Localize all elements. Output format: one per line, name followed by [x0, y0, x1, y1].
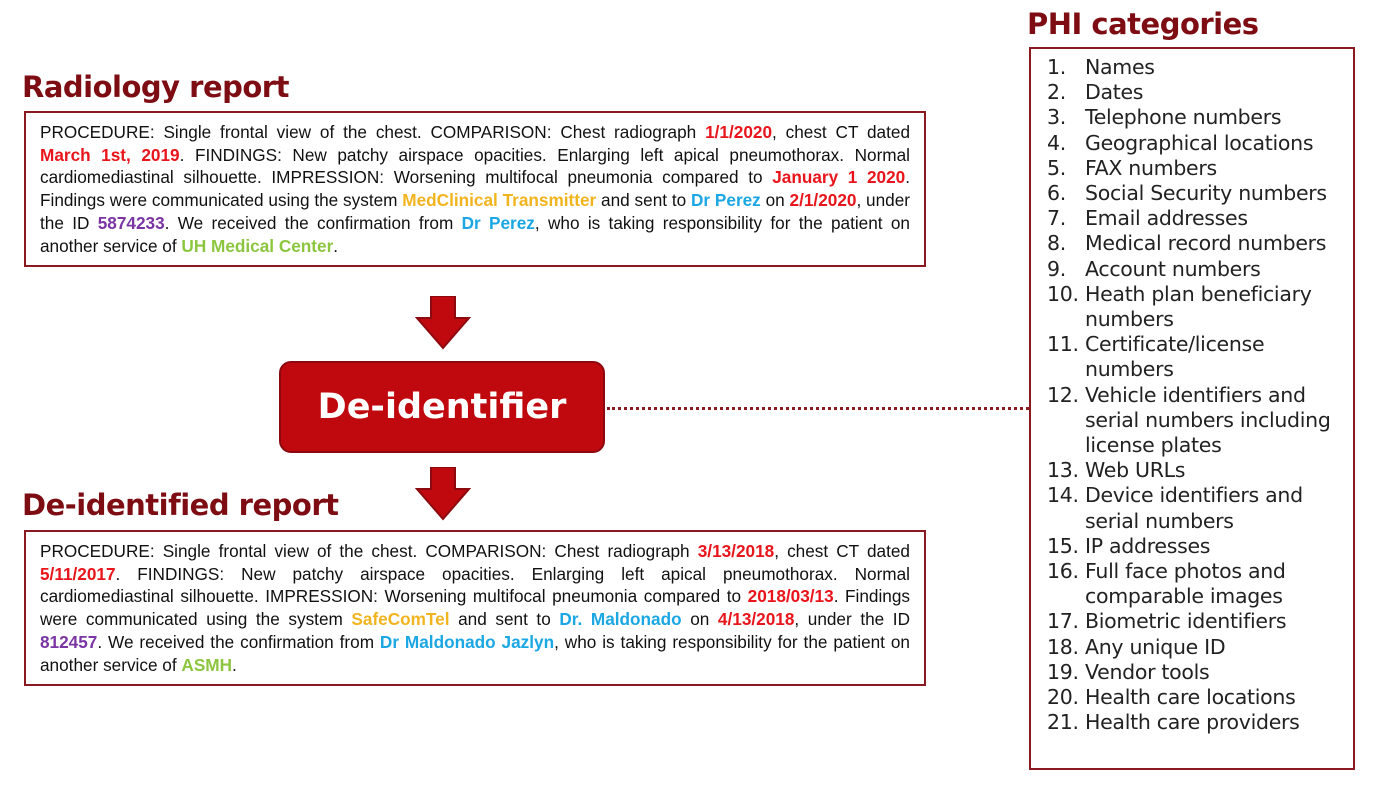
phi-category-number: 8. [1047, 231, 1066, 256]
report-text-segment: , who is taking responsibility for the patient on another service of [40, 212, 910, 256]
report-text-segment: . [333, 235, 339, 256]
phi-category-number: 5. [1047, 155, 1066, 180]
phi-category-number: 10. [1047, 281, 1079, 306]
phi-location-highlight: UH Medical Center [181, 235, 334, 256]
phi-date-highlight: March 1st, 2019 [40, 144, 180, 165]
report-text-segment: . [232, 654, 237, 675]
phi-category-label: Vendor tools [1085, 659, 1210, 684]
phi-category-label: Any unique ID [1085, 634, 1226, 659]
phi-category-number: 12. [1047, 382, 1079, 407]
phi-category-label: Dates [1085, 80, 1144, 105]
phi-provider-highlight: Dr Perez [691, 190, 761, 211]
phi-categories-list [1031, 49, 1353, 735]
report-text-segment: . Findings were communicated using the system [40, 167, 910, 211]
phi-category-number: 7. [1047, 206, 1066, 231]
report-text-segment: , chest CT dated [772, 122, 910, 142]
radiology-report-text [40, 121, 910, 257]
report-text-segment: PROCEDURE: Single frontal view of the chest. COMPARISON: Chest radiograph [40, 541, 698, 561]
report-text-segment: , under the ID [794, 609, 910, 630]
deidentified-report-text [40, 540, 910, 676]
down-arrow-icon [415, 296, 471, 350]
phi-category-item [1031, 231, 1353, 256]
deidentified-report-box [24, 530, 926, 686]
phi-category-item [1031, 710, 1353, 735]
phi-category-item [1031, 55, 1353, 80]
phi-category-label: Email addresses [1085, 206, 1248, 231]
phi-category-number: 20. [1047, 685, 1079, 710]
phi-provider-highlight: Dr Maldonado Jazlyn [379, 631, 555, 652]
phi-id-highlight: 5874233 [97, 212, 165, 233]
deidentifier-label: De-identifier [317, 387, 567, 427]
report-text-segment: PROCEDURE: Single frontal view of the chest. COMPARISON: Chest radiograph [40, 122, 706, 142]
phi-category-item [1031, 257, 1353, 282]
phi-category-item [1031, 635, 1353, 660]
phi-category-label: Heath plan beneficiary numbers [1085, 281, 1312, 332]
report-text-segment: , under the ID [40, 190, 910, 233]
phi-category-label: Full face photos and comparable images [1085, 559, 1286, 609]
phi-date-highlight: 4/13/2018 [717, 609, 795, 630]
phi-category-item [1031, 609, 1353, 634]
down-arrow-icon [415, 467, 471, 521]
phi-category-item [1031, 181, 1353, 206]
phi-category-number: 18. [1047, 634, 1079, 659]
report-text-segment: and sent to [596, 190, 691, 211]
report-text-segment: . FINDINGS: New patchy airspace opacities. Enlarging left apical pneumothorax. Normal cardiomediastinal silhouette. IMPRESSION: Worsening multifocal pneumonia compared to [40, 563, 910, 607]
phi-date-highlight: 2018/03/13 [747, 586, 834, 607]
phi-categories-heading: PHI categories [1027, 7, 1259, 41]
phi-category-item [1031, 534, 1353, 559]
phi-category-number: 2. [1047, 80, 1066, 105]
phi-category-item [1031, 660, 1353, 685]
phi-category-label: Account numbers [1085, 256, 1261, 281]
phi-category-label: Geographical locations [1085, 130, 1314, 155]
phi-category-number: 17. [1047, 609, 1079, 634]
phi-category-label: IP addresses [1085, 533, 1211, 558]
phi-category-item [1031, 483, 1353, 533]
phi-category-item [1031, 105, 1353, 130]
report-text-segment: . FINDINGS: New patchy airspace opacities. Enlarging left apical pneumothorax. Normal cardiomediastinal silhouette. IMPRESSION: Worsening multifocal pneumonia compared to [40, 144, 910, 188]
phi-date-highlight: 2/1/2020 [789, 190, 857, 211]
phi-category-number: 11. [1047, 332, 1079, 357]
phi-category-item [1031, 332, 1353, 382]
phi-category-number: 19. [1047, 659, 1079, 684]
phi-id-highlight: 812457 [40, 631, 98, 652]
phi-category-item [1031, 685, 1353, 710]
phi-vendor-highlight: MedClinical Transmitter [402, 190, 597, 211]
phi-category-item [1031, 206, 1353, 231]
phi-category-item [1031, 458, 1353, 483]
phi-category-number: 1. [1047, 55, 1066, 79]
phi-category-label: Social Security numbers [1085, 181, 1327, 206]
phi-category-label: Health care locations [1085, 685, 1296, 710]
phi-category-number: 9. [1047, 256, 1066, 281]
phi-category-item [1031, 131, 1353, 156]
phi-location-highlight: ASMH [181, 654, 233, 675]
phi-category-label: Device identifiers and serial numbers [1085, 483, 1303, 533]
phi-provider-highlight: Dr. Maldonado [559, 609, 682, 630]
phi-provider-highlight: Dr Perez [461, 212, 535, 233]
deidentifier-box [279, 361, 605, 453]
report-text-segment: on [681, 609, 718, 630]
phi-vendor-highlight: SafeComTel [351, 609, 450, 630]
phi-category-label: Biometric identifiers [1085, 609, 1287, 634]
phi-date-highlight: 3/13/2018 [697, 541, 775, 561]
phi-category-number: 6. [1047, 181, 1066, 206]
report-text-segment: . We received the confirmation from [164, 212, 462, 233]
phi-category-number: 4. [1047, 130, 1066, 155]
phi-category-label: Certificate/license numbers [1085, 332, 1265, 382]
phi-category-item [1031, 282, 1353, 332]
phi-category-label: Web URLs [1085, 458, 1186, 483]
phi-category-label: Names [1085, 55, 1155, 79]
report-text-segment: , chest CT dated [774, 541, 910, 561]
phi-category-item [1031, 559, 1353, 609]
phi-category-label: Telephone numbers [1085, 105, 1282, 130]
report-text-segment: and sent to [449, 609, 560, 630]
phi-category-label: Medical record numbers [1085, 231, 1327, 256]
phi-category-item [1031, 156, 1353, 181]
phi-category-label: FAX numbers [1085, 155, 1217, 180]
report-text-segment: , who is taking responsibility for the patient on another service of [40, 631, 910, 675]
phi-category-item [1031, 80, 1353, 105]
report-text-segment: . We received the confirmation from [97, 631, 380, 652]
phi-category-item [1031, 383, 1353, 459]
deidentified-report-heading: De-identified report [22, 488, 339, 522]
connector-dotted-line [607, 407, 1029, 410]
radiology-report-box [24, 111, 926, 267]
phi-category-number: 14. [1047, 483, 1079, 508]
phi-category-number: 3. [1047, 105, 1066, 130]
phi-category-label: Vehicle identifiers and serial numbers including license plates [1085, 382, 1331, 458]
report-text-segment: on [760, 190, 790, 211]
phi-categories-box [1029, 47, 1355, 770]
radiology-report-heading: Radiology report [22, 70, 289, 104]
phi-date-highlight: January 1 2020 [772, 167, 906, 188]
phi-date-highlight: 5/11/2017 [40, 563, 116, 584]
phi-category-number: 13. [1047, 458, 1079, 483]
phi-category-label: Health care providers [1085, 710, 1300, 735]
report-text-segment: . Findings were communicated using the system [40, 586, 911, 630]
phi-date-highlight: 1/1/2020 [705, 122, 772, 142]
phi-category-number: 16. [1047, 559, 1079, 584]
phi-category-number: 15. [1047, 533, 1079, 558]
phi-category-number: 21. [1047, 710, 1079, 735]
